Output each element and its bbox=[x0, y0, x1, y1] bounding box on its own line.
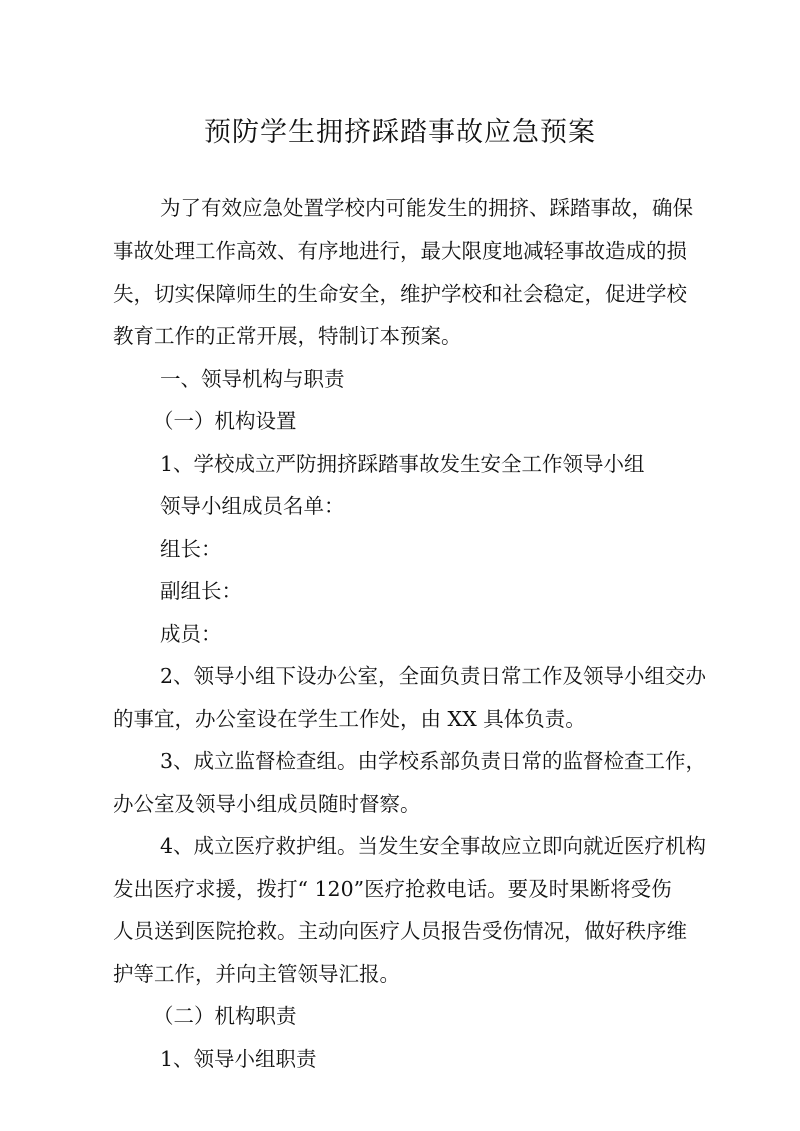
paragraph-line: 护等工作，并向主管领导汇报。 bbox=[113, 962, 400, 986]
paragraph-line: 为了有效应急处置学校内可能发生的拥挤、踩踏事故，确保 bbox=[160, 196, 693, 220]
paragraph-line: 2、领导小组下设办公室，全面负责日常工作及领导小组交办 bbox=[160, 664, 707, 688]
paragraph-line: 1、领导小组职责 bbox=[160, 1047, 317, 1071]
paragraph-line: 1、学校成立严防拥挤踩踏事故发生安全工作领导小组 bbox=[160, 452, 645, 476]
paragraph-line: 的事宜，办公室设在学生工作处，由 XX 具体负责。 bbox=[113, 707, 586, 731]
paragraph-line: 失，切实保障师生的生命安全，维护学校和社会稳定，促进学校 bbox=[113, 282, 687, 306]
section-heading: 一、领导机构与职责 bbox=[160, 367, 345, 391]
paragraph-line: 事故处理工作高效、有序地进行，最大限度地减轻事故造成的损 bbox=[113, 239, 687, 263]
paragraph-line: 3、成立监督检查组。由学校系部负责日常的监督检查工作， bbox=[160, 749, 707, 773]
paragraph-line: 组长： bbox=[160, 537, 222, 561]
paragraph-line: 人员送到医院抢救。主动向医疗人员报告受伤情况，做好秩序维 bbox=[113, 919, 687, 943]
document-title: 预防学生拥挤踩踏事故应急预案 bbox=[204, 117, 596, 148]
paragraph-line: 教育工作的正常开展，特制订本预案。 bbox=[113, 324, 462, 348]
paragraph-line: 领导小组成员名单： bbox=[160, 494, 345, 518]
subsection-heading: （二）机构职责 bbox=[153, 1004, 297, 1028]
paragraph-line: 发出医疗求援，拨打“ 120”医疗抢救电话。要及时果断将受伤 bbox=[113, 877, 672, 901]
paragraph-line: 成员： bbox=[160, 622, 222, 646]
paragraph-line: 4、成立医疗救护组。当发生安全事故应立即向就近医疗机构 bbox=[160, 834, 707, 858]
paragraph-line: 副组长： bbox=[160, 579, 242, 603]
paragraph-line: 办公室及领导小组成员随时督察。 bbox=[113, 792, 421, 816]
subsection-heading: （一）机构设置 bbox=[153, 409, 297, 433]
